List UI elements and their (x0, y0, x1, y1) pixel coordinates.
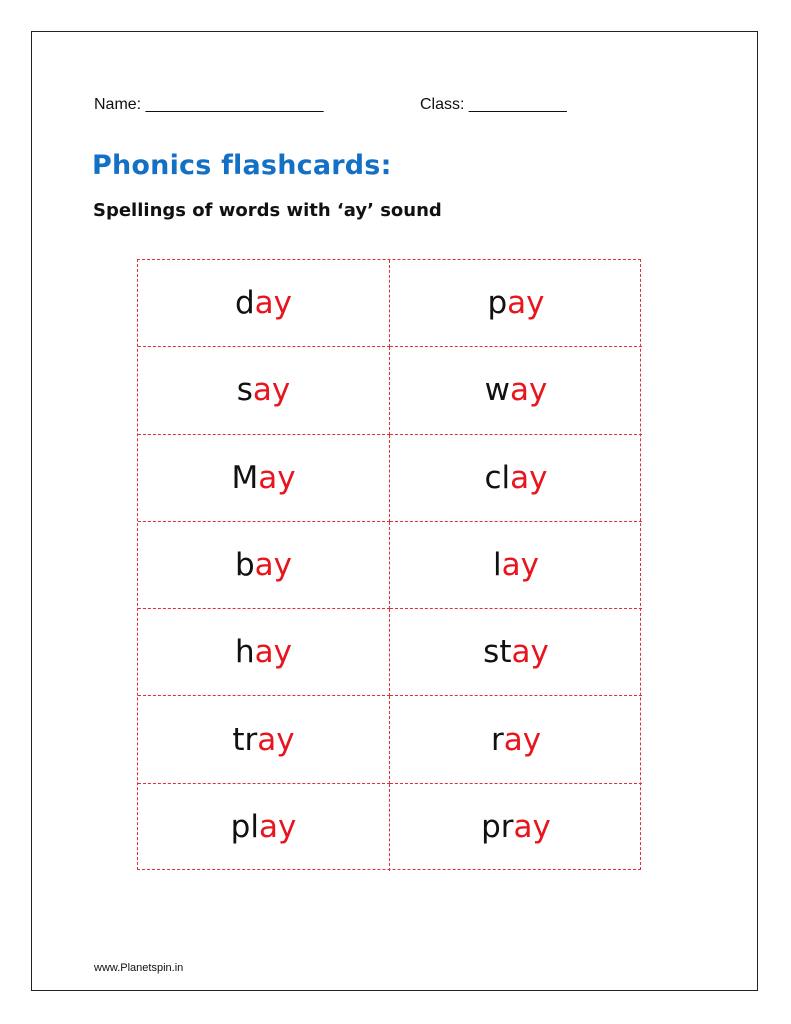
word-prefix: h (235, 634, 255, 671)
word-prefix: l (493, 547, 502, 584)
word-prefix: p (487, 285, 508, 322)
class-field-line: Class: ___________ (420, 96, 567, 113)
worksheet-title: Phonics flashcards: (92, 150, 392, 181)
word-prefix: cl (484, 459, 511, 496)
flashcard (138, 435, 390, 522)
flashcard (390, 784, 642, 871)
word-ay-highlight: ay (254, 634, 292, 671)
website-footer: www.Planetspin.in (94, 962, 184, 974)
name-field-line: Name: ____________________ (94, 96, 324, 113)
flashcard (138, 260, 390, 347)
word-prefix: d (234, 285, 255, 322)
word-ay-highlight: ay (510, 372, 548, 409)
word-prefix: s (236, 372, 253, 409)
word-ay-highlight: ay (257, 721, 295, 758)
word-ay-highlight: ay (510, 459, 548, 496)
flashcard (138, 522, 390, 609)
flashcard (390, 347, 642, 434)
word-ay-highlight: ay (503, 721, 542, 758)
word-ay-highlight: ay (501, 547, 539, 584)
word-ay-highlight: ay (254, 547, 293, 584)
word-prefix: b (234, 547, 255, 584)
word-ay-highlight: ay (511, 634, 549, 671)
word-prefix: pl (230, 809, 259, 846)
flashcard (138, 347, 390, 434)
word-prefix: pr (481, 809, 514, 846)
word-ay-highlight: ay (252, 372, 291, 409)
word-prefix: r (490, 721, 504, 758)
flashcard (390, 696, 642, 783)
word-ay-highlight: ay (254, 285, 293, 322)
flashcard-grid (137, 259, 641, 870)
flashcard (390, 522, 642, 609)
worksheet-subtitle: Spellings of words with ‘ay’ sound (93, 200, 442, 221)
word-prefix: st (483, 634, 512, 671)
flashcard (138, 696, 390, 783)
word-ay-highlight: ay (258, 809, 297, 846)
word-ay-highlight: ay (513, 809, 551, 846)
word-prefix: tr (232, 721, 258, 758)
word-ay-highlight: ay (258, 459, 296, 496)
flashcard (138, 784, 390, 871)
flashcard (138, 609, 390, 696)
flashcard (390, 435, 642, 522)
flashcard (390, 260, 642, 347)
flashcard (390, 609, 642, 696)
word-prefix: w (484, 372, 510, 409)
word-prefix: M (231, 459, 259, 496)
word-ay-highlight: ay (507, 285, 545, 322)
